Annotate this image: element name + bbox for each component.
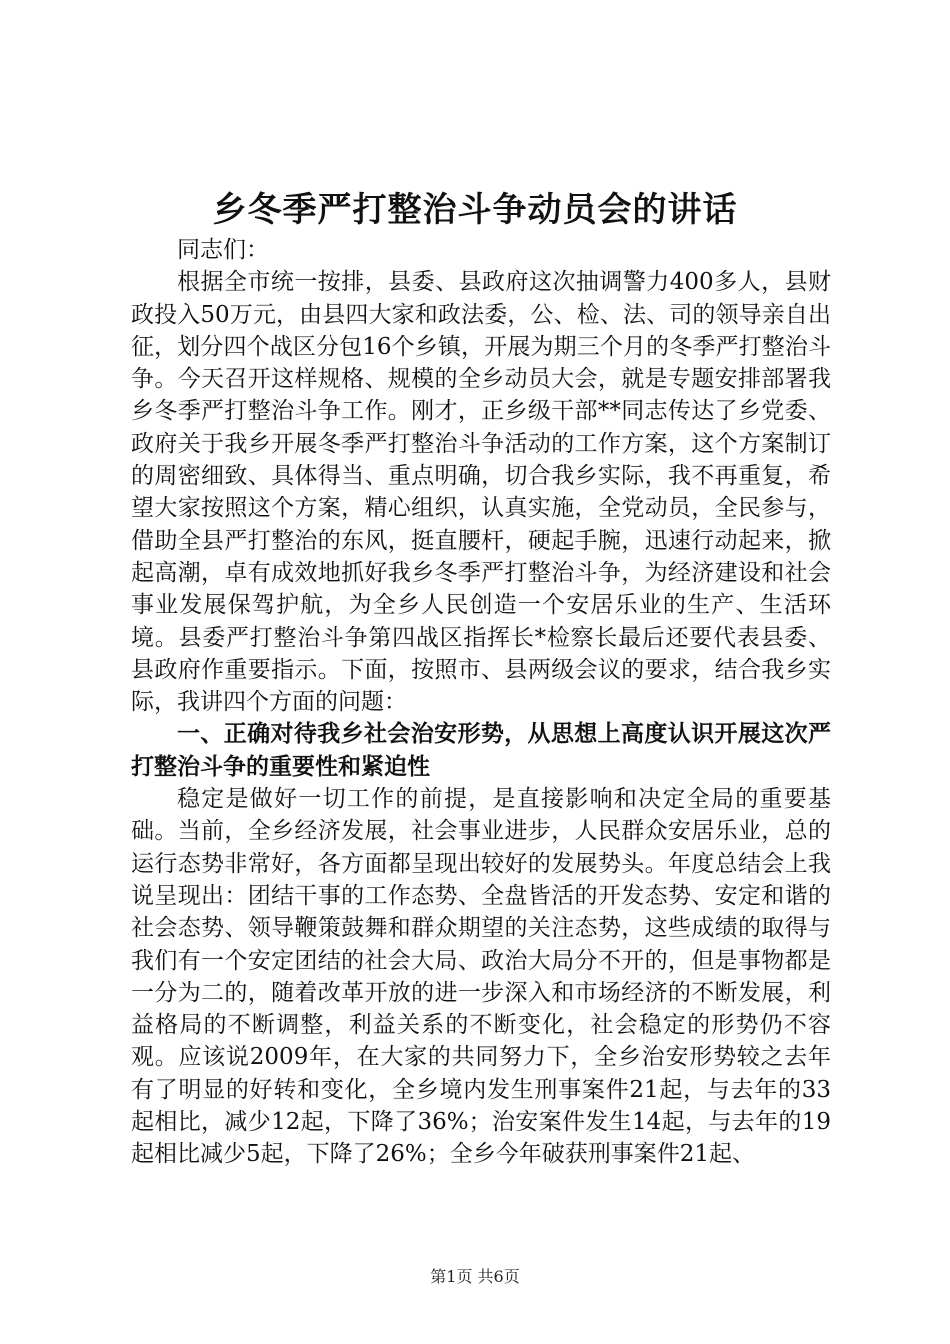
document-title: 乡冬季严打整治斗争动员会的讲话: [212, 190, 738, 230]
section-heading-1: 一、正确对待我乡社会治安形势，从思想上高度认识开展这次严打整治斗争的重要性和紧迫性: [131, 721, 831, 780]
paragraph-intro: 根据全市统一按排，县委、县政府这次抽调警力400多人，县财政投入50万元，由县四大家和政法委，公、检、法、司的领导亲自出征，划分四个战区分包16个乡镇，开展为期三个月的冬季严打整治斗争。今天召开这样规格、规模的全乡动员大会，就是专题安排部署我乡冬季严打整治斗争工作。刚才，正乡级干部**同志传达了乡党委、政府关于我乡开展冬季严打整治斗争活动的工作方案，这个方案制订的周密细致、具体得当、重点明确，切合我乡实际，我不再重复，希望大家按照这个方案，精心组织，认真实施，全党动员，全民参与，借助全县严打整治的东风，挺直腰杆，硬起手腕，迅速行动起来，掀起高潮，卓有成效地抓好我乡冬季严打整治斗争，为经济建设和社会事业发展保驾护航，为全乡人民创造一个安居乐业的生产、生活环境。县委严打整治斗争第四战区指挥长*检察长最后还要代表县委、县政府作重要指示。下面，按照市、县两级会议的要求，结合我乡实际，我讲四个方面的问题：: [131, 269, 831, 716]
document-body: [131, 234, 831, 1171]
paragraph-stability: 稳定是做好一切工作的前提，是直接影响和决定全局的重要基础。当前，全乡经济发展，社会事业进步，人民群众安居乐业，总的运行态势非常好，各方面都呈现出较好的发展势头。年度总结会上我说呈现出：团结干事的工作态势、全盘皆活的开发态势、安定和谐的社会态势、领导鞭策鼓舞和群众期望的关注态势，这些成绩的取得与我们有一个安定团结的社会大局、政治大局分不开的，但是事物都是一分为二的，随着改革开放的进一步深入和市场经济的不断发展，利益格局的不断调整，利益关系的不断变化，社会稳定的形势仍不容观。应该说2009年，在大家的共同努力下，全乡治安形势较之去年有了明显的好转和变化，全乡境内发生刑事案件21起，与去年的33起相比，减少12起，下降了36%；治安案件发生14起，与去年的19起相比减少5起，下降了26%；全乡今年破获刑事案件21起、: [131, 786, 831, 1168]
page-footer: 第1页 共6页: [430, 1267, 520, 1286]
greeting: 同志们：: [177, 237, 269, 263]
